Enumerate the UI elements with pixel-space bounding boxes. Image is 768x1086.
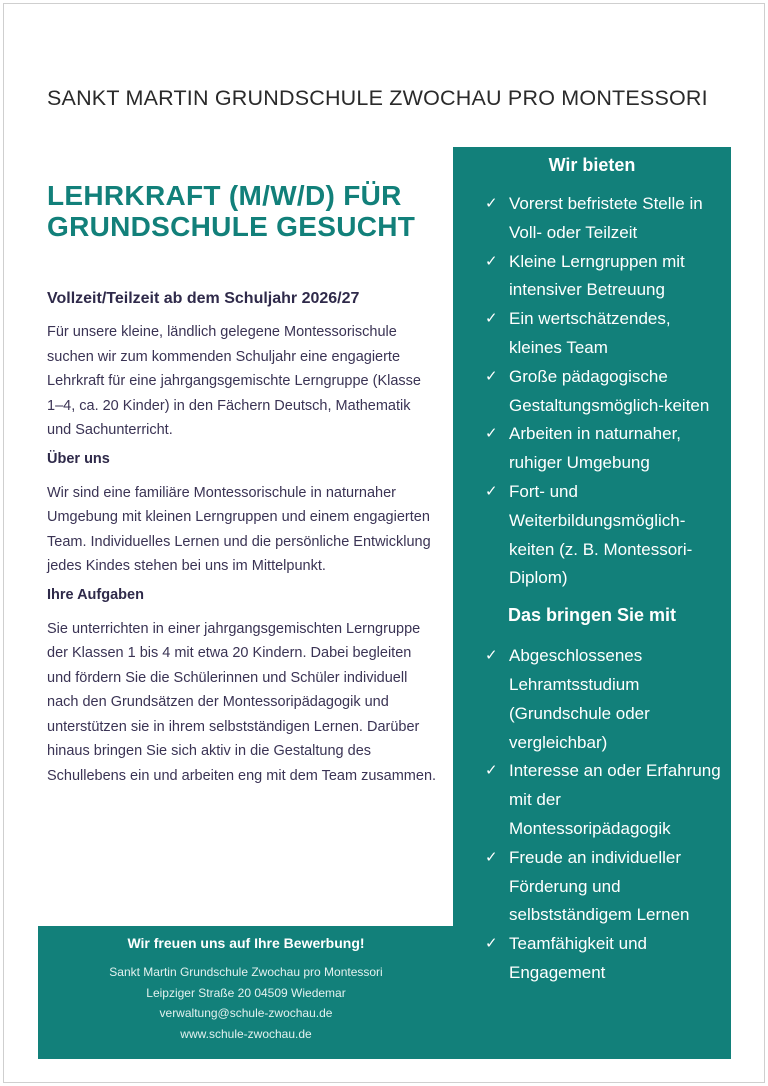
check-icon: ✓ xyxy=(485,482,498,500)
requirements-heading: Das bringen Sie mit xyxy=(507,605,677,626)
list-item: ✓ Abgeschlossenes Lehramtsstudium (Grundschule oder vergleichbar) xyxy=(485,642,721,757)
check-icon: ✓ xyxy=(485,762,498,780)
tasks-heading: Ihre Aufgaben xyxy=(47,586,144,603)
footer-email[interactable]: verwaltung@schule-zwochau.de xyxy=(159,1006,333,1020)
about-heading: Über uns xyxy=(47,450,110,467)
list-item: ✓ Teamfähigkeit und Engagement xyxy=(485,930,721,988)
list-item: ✓ Fort- und Weiterbildungsmöglich-keiten (z. B. Montessori-Diplom) xyxy=(485,478,721,593)
check-icon: ✓ xyxy=(485,425,498,443)
contact-footer xyxy=(38,926,454,1059)
footer-address: Leipziger Straße 20 04509 Wiedemar xyxy=(146,985,346,1000)
list-item: ✓ Kleine Lerngruppen mit intensiver Betreuung xyxy=(485,248,721,306)
about-paragraph: Wir sind eine familiäre Montessorischule in naturnaher Umgebung mit kleinen Lerngruppen und einem engagierten Team. Individuelles Lernen und die persönliche Entwicklung jedes Kindes stehen bei uns im Mittelpunkt. xyxy=(47,484,431,574)
offer-list xyxy=(453,190,731,593)
employment-subheading: Vollzeit/Teilzeit ab dem Schuljahr 2026/27 xyxy=(47,290,360,307)
list-item: ✓ Arbeiten in naturnaher, ruhiger Umgebung xyxy=(485,420,721,478)
footer-website[interactable]: www.schule-zwochau.de xyxy=(180,1026,312,1041)
offer-heading: Wir bieten xyxy=(548,155,636,175)
intro-paragraph: Für unsere kleine, ländlich gelegene Montessorischule suchen wir zum kommenden Schuljahr eine engagierte Lehrkraft für eine jahrgangsgemischte Lerngruppe (Klasse 1–4, ca. 20 Kinder) in den Fächern Deutsch, Mathematik und Sachunterricht. xyxy=(47,324,421,438)
check-icon: ✓ xyxy=(485,310,498,328)
list-item: ✓ Vorerst befristete Stelle in Voll- oder Teilzeit xyxy=(485,190,721,248)
footer-headline: Wir freuen uns auf Ihre Bewerbung! xyxy=(127,935,365,951)
list-item: ✓ Ein wertschätzendes, kleines Team xyxy=(485,305,721,363)
check-icon: ✓ xyxy=(485,848,498,866)
list-item: ✓ Große pädagogische Gestaltungsmöglich-keiten xyxy=(485,363,721,421)
check-icon: ✓ xyxy=(485,367,498,385)
job-title-line-1: LEHRKRAFT (M/W/D) FÜR xyxy=(47,180,402,211)
list-item: ✓ Freude an individueller Förderung und selbstständigem Lernen xyxy=(485,844,721,930)
main-content xyxy=(47,290,437,788)
requirements-list xyxy=(453,642,731,988)
check-icon: ✓ xyxy=(485,195,498,212)
footer-school-name: Sankt Martin Grundschule Zwochau pro Montessori xyxy=(109,965,383,979)
job-title-line-2: GRUNDSCHULE GESUCHT xyxy=(47,211,416,242)
list-item: ✓ Interesse an oder Erfahrung mit der Montessoripädagogik xyxy=(485,757,721,843)
job-title xyxy=(47,180,447,242)
check-icon: ✓ xyxy=(485,252,498,270)
tasks-paragraph: Sie unterrichten in einer jahrgangsgemischten Lerngruppe der Klassen 1 bis 4 mit etwa 20 Kindern. Dabei begleiten und fördern Sie die Schülerinnen und Schüler individuell nach den Grundsätzen der Montessoripädagogik und unterstützen sie in ihrem selbstständigen Lernen. Darüber hinaus bringen Sie sich aktiv in die Gestaltung des Schullebens ein und arbeiten eng mit dem Team zusammen. xyxy=(47,620,437,784)
benefits-sidebar xyxy=(453,147,731,1059)
check-icon: ✓ xyxy=(485,935,498,953)
job-posting-page xyxy=(3,3,765,1083)
school-name: SANKT MARTIN GRUNDSCHULE ZWOCHAU PRO MONTESSORI xyxy=(47,86,708,110)
check-icon: ✓ xyxy=(485,647,498,665)
